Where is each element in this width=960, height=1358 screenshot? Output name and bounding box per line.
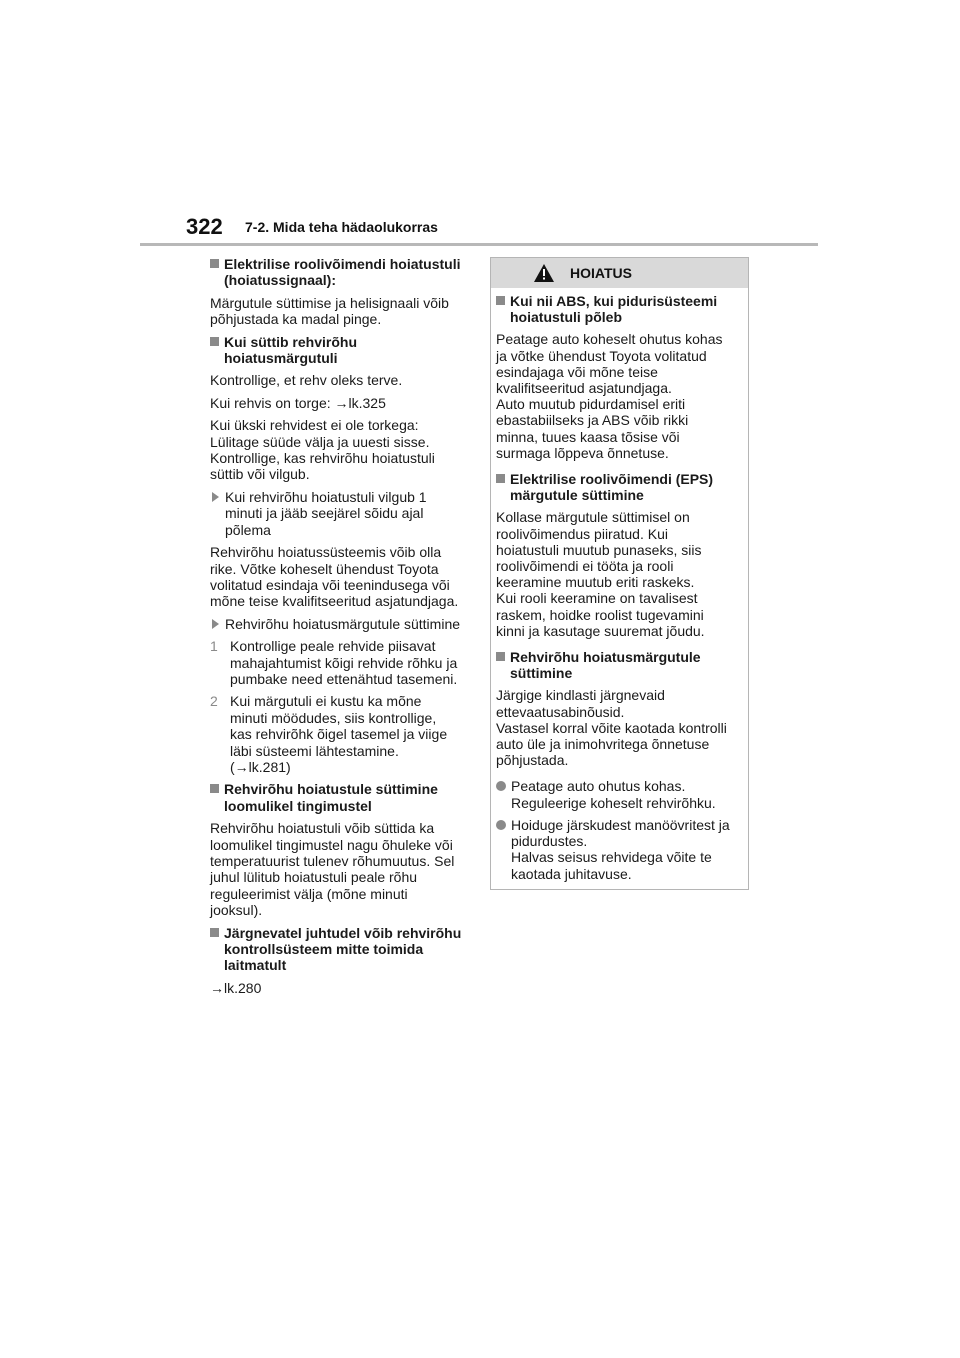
list-item	[496, 778, 746, 810]
heading-eps-warning	[210, 256, 472, 289]
step-number: 1	[210, 638, 218, 655]
triangle-right-icon	[212, 619, 219, 629]
square-bullet-icon	[210, 784, 219, 793]
step-item	[210, 638, 472, 687]
warning-title: HOIATUS	[570, 265, 632, 281]
square-bullet-icon	[210, 928, 219, 937]
heading-text: Kui süttib rehvirõhu hoiatusmärgutuli	[224, 333, 357, 367]
heading-eps-light	[496, 471, 746, 503]
heading-text: Järgnevatel juhtudel võib rehvirõhu kontrollsüsteem mitte toimida laitmatult	[224, 924, 462, 974]
heading-tire-pressure-light	[210, 334, 472, 367]
left-column	[210, 256, 472, 1002]
square-bullet-icon	[210, 259, 219, 268]
warning-header	[491, 258, 748, 288]
square-bullet-icon	[496, 652, 505, 661]
list-item-text: Peatage auto ohutus kohas. Reguleerige koheselt rehvirõhku.	[511, 778, 716, 811]
step-item	[210, 693, 472, 775]
step-number: 2	[210, 693, 218, 710]
circle-bullet-icon	[496, 781, 506, 791]
paragraph: Rehvirõhu hoiatussüsteemis võib olla rike. Võtke koheselt ühendust Toyota volitatud esindaja või teenindusega või mõne teise kvalifitseeritud asjatundjaga.	[210, 544, 459, 610]
circle-bullet-icon	[496, 820, 506, 830]
square-bullet-icon	[210, 337, 219, 346]
heading-text: Elektrilise roolivõimendi (EPS) märgutule süttimine	[510, 471, 714, 504]
heading-text: Elektrilise roolivõimendi hoiatustuli (hoiatussignaal):	[224, 256, 461, 289]
paragraph: Peatage auto koheselt ohutus kohas ja võtke ühendust Toyota volitatud esindajaga või mõne teise kvalifitseeritud asjatundjaga. Auto muutub pidurdamisel eriti ebastabiilseks ja ABS võib rikki minna, tuues kaasa tõsise või surmaga lõppeva õnnetuse.	[496, 331, 723, 461]
heading-natural-conditions	[210, 781, 472, 814]
square-bullet-icon	[496, 474, 505, 483]
heading-text: Kui nii ABS, kui pidurisüsteemi hoiatustuli põleb	[510, 293, 718, 326]
paragraph: Järgige kindlasti järgnevaid ettevaatusabinõusid. Vastasel korral võite kaotada kontrolli auto üle ja inimohvritega õnnetuse põhjustada.	[496, 687, 727, 769]
warning-triangle-icon	[534, 264, 554, 287]
heading-system-may-fail	[210, 925, 472, 974]
paragraph: Kui rehvis on torge: →lk.325	[210, 394, 386, 411]
page-number: 322	[186, 214, 223, 239]
paragraph: Kontrollige, et rehv oleks terve.	[210, 372, 403, 389]
section-title: 7-2. Mida teha hädaolukorras	[245, 219, 438, 235]
square-bullet-icon	[496, 296, 505, 305]
step-text: Kontrollige peale rehvide piisavat mahajahtumist kõigi rehvide rõhku ja pumbake need ettenähtud tasemeni.	[230, 638, 458, 687]
heading-tire-pressure-warning	[496, 649, 746, 681]
header-rule	[140, 243, 818, 246]
paragraph: Kollase märgutule süttimisel on roolivõimendus piiratud. Kui hoiatustuli muutub punaseks, siis roolivõimendi ei tööta ja rooli keeramine muutub eriti raskeks. Kui rooli keeramine on tavalisest raskem, hoidke roolist tugevamini kinni ja kasutage suuremat jõudu.	[496, 509, 705, 639]
sub-heading-text: Rehvirõhu hoiatusmärgutule süttimine	[225, 615, 461, 632]
page-reference: →lk.280	[210, 979, 262, 996]
warning-box	[490, 257, 749, 890]
paragraph: Kui ükski rehvidest ei ole torkega: Lülitage süüde välja ja uuesti sisse. Kontrollige, kas rehvirõhu hoiatustuli süttib või vilgub.	[210, 417, 435, 483]
sub-heading	[210, 616, 472, 632]
sub-heading-text: Kui rehvirõhu hoiatustuli vilgub 1 minuti ja jääb seejärel sõidu ajal põlema	[225, 488, 427, 538]
heading-text: Rehvirõhu hoiatusmärgutule süttimine	[510, 649, 701, 682]
paragraph: Rehvirõhu hoiatustuli võib süttida ka loomulikel tingimustel nagu õhuleke või temperatuurist tulenev rõhumuutus. Sel juhul lülitub hoiatustuli peale rõhu reguleerimist välja (mõne minuti jooksul).	[210, 820, 455, 919]
heading-text: Rehvirõhu hoiatustule süttimine loomulikel tingimustel	[224, 781, 438, 814]
warning-body	[496, 293, 746, 888]
heading-abs-brake	[496, 293, 746, 325]
list-item-text: Hoiduge järskudest manöövritest ja pidurdustes. Halvas seisus rehvidega võite te kaotada juhitavuse.	[511, 816, 730, 882]
sub-heading	[210, 489, 472, 538]
list-item	[496, 817, 746, 882]
triangle-right-icon	[212, 492, 219, 502]
paragraph: Märgutule süttimise ja helisignaali võib põhjustada ka madal pinge.	[210, 294, 449, 328]
step-text: Kui märgutuli ei kustu ka mõne minuti möödudes, siis kontrollige, kas rehvirõhk õigel tasemel ja viige läbi süsteemi lähtestamine. (→lk.281)	[230, 693, 448, 775]
